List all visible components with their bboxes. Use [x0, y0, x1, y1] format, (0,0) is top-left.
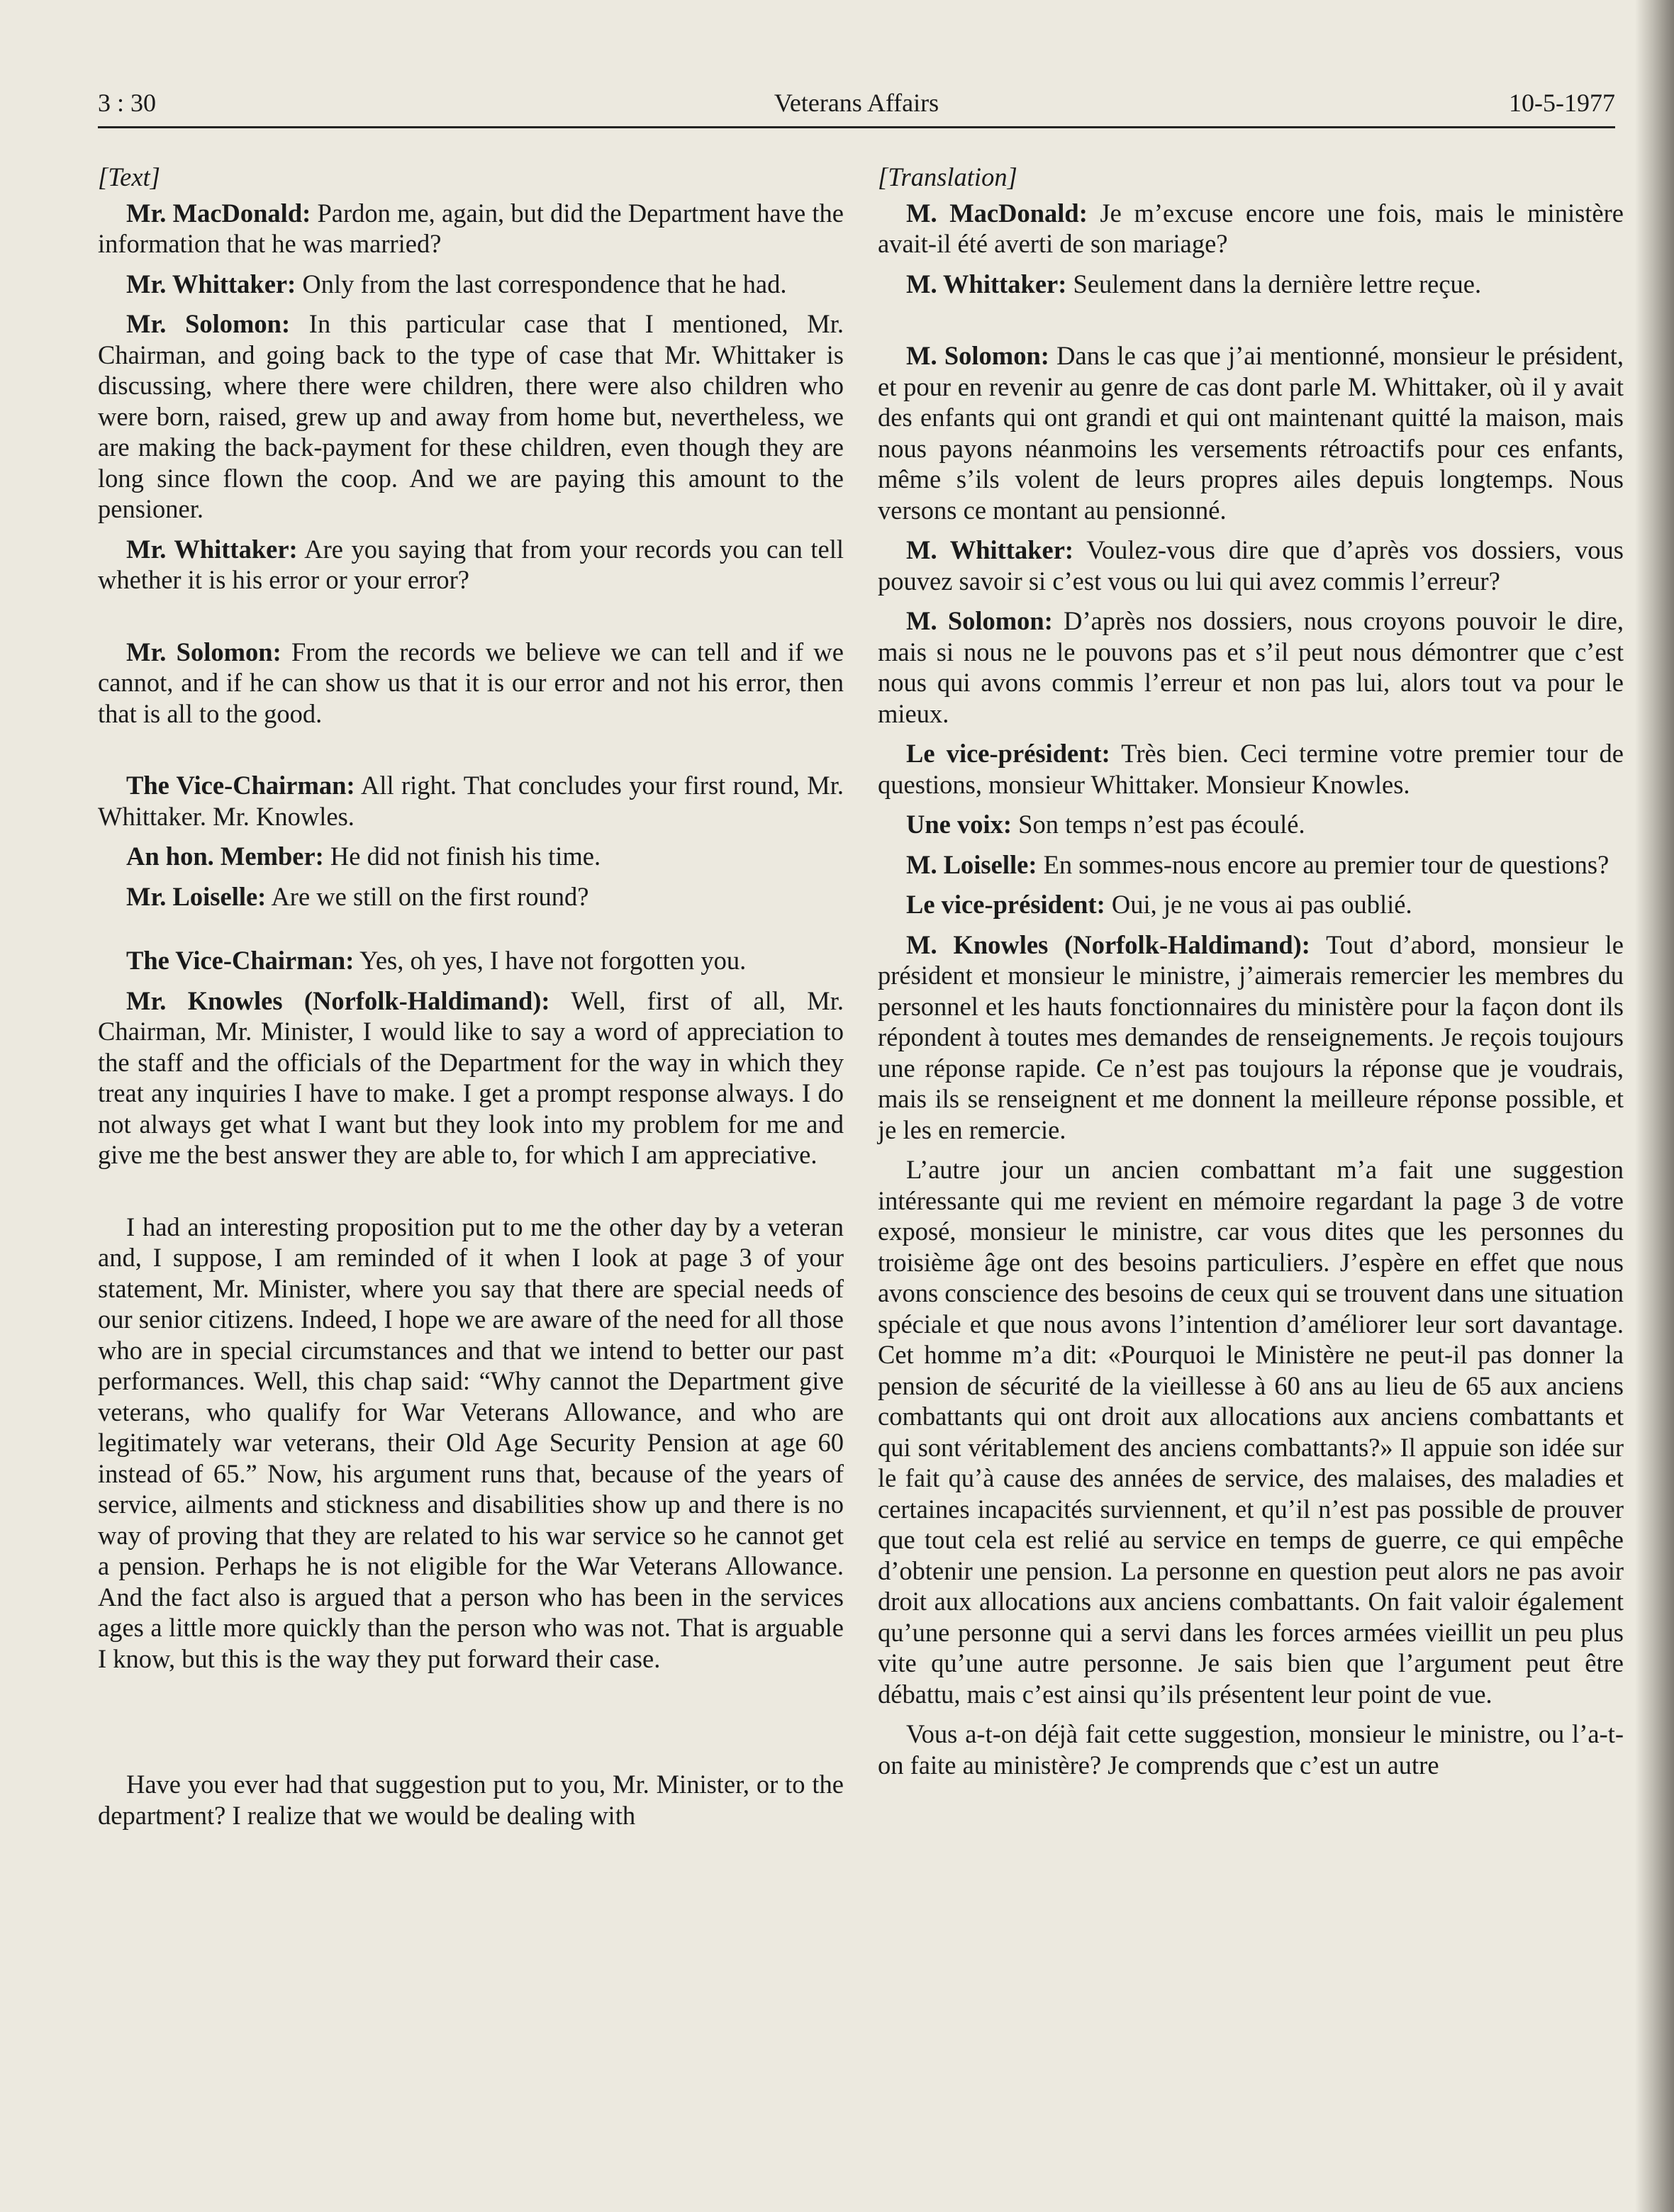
- paragraph-text: From the records we believe we can tell and if we cannot, and if he can show us that it is our error and not his error, then that is all to the good.: [98, 637, 844, 728]
- paragraph: [878, 738, 1624, 800]
- speaker-name: Mr. Whittaker:: [126, 269, 296, 298]
- paragraph: [878, 849, 1624, 881]
- paragraph: [98, 269, 844, 300]
- paragraph: [98, 881, 844, 912]
- running-title: Veterans Affairs: [774, 89, 939, 117]
- speaker-name: M. Solomon:: [906, 606, 1053, 635]
- speaker-name: Mr. Loiselle:: [126, 881, 267, 911]
- speaker-name: M. Knowles (Norfolk-Haldimand):: [906, 929, 1310, 959]
- paragraph-text: Are you saying that from your records you can tell whether it is his error or your error?: [98, 534, 844, 594]
- paragraph-text: I had an interesting proposition put to me the other day by a veteran and, I suppose, I am reminded of it when I look at page 3 of your statement, Mr. Minister, where you say that there are special needs of our senior citizens. Indeed, I hope we are aware of the need for all those who are in special circumstances and that we intend to better our past performances. Well, this chap said: “Why cannot the Department give veterans, who qualify for War Veterans Allowance, and who are legitimately war veterans, their Old Age Security Pension at age 60 instead of 65.” Now, his argument runs that, because of the years of service, ailments and stickness and disabilities show up and there is no way of proving that they are related to his war service so he cannot get a pension. Perhaps he is not eligible for the War Veterans Allowance. And the fact also is argued that a person who has been in the services ages a little more quickly than the person who was not. That is arguable I know, but this is the way they put forward their case.: [98, 1212, 844, 1673]
- paragraph: [878, 535, 1624, 596]
- paragraph-text: Seulement dans la dernière lettre reçue.: [1066, 269, 1482, 298]
- speaker-name: Le vice-président:: [906, 739, 1110, 768]
- english-column: [98, 162, 844, 1831]
- speaker-name: The Vice-Chairman:: [126, 946, 355, 975]
- paragraph: [878, 340, 1624, 525]
- paragraph-text: Son temps n’est pas écoulé.: [1012, 810, 1305, 839]
- paragraph-text: Je m’excuse encore une fois, mais le ministère avait-il été averti de son mariage?: [878, 198, 1624, 258]
- paragraph: [878, 889, 1624, 920]
- speaker-name: M. Whittaker:: [906, 269, 1067, 298]
- paragraph-text: Only from the last correspondence that he had.: [296, 269, 787, 298]
- paragraph: [98, 841, 844, 872]
- paragraph: [98, 534, 844, 596]
- speaker-name: M. MacDonald:: [906, 198, 1088, 228]
- paragraph: [98, 945, 844, 976]
- paragraph: [98, 1769, 844, 1831]
- speaker-name: An hon. Member:: [126, 842, 324, 871]
- speaker-name: Mr. Solomon:: [126, 637, 281, 666]
- header-date: 10-5-1977: [1509, 89, 1615, 117]
- paragraph: [878, 605, 1624, 729]
- paragraph-text: In this particular case that I mentioned, Mr. Chairman, and going back to the type of case that Mr. Whittaker is discussing, where there were children, there were also children who were born, raised, grew up and away from home but, nevertheless, we are making the back-payment for these children, even though they are long since flown the coop. And we are paying this amount to the pensioner.: [98, 309, 844, 523]
- paragraph-text: Dans le cas que j’ai mentionné, monsieur le président, et pour en revenir au genre de cas dont parle M. Whittaker, où il y avait des enfants qui ont grandi et qui ont maintenant quitté la maison, mais nous payons néanmoins les versements rétroactifs pour ces enfants, même s’ils volent de leurs propres ailes depuis longtemps. Nous versons ce montant au pensionné.: [878, 341, 1624, 525]
- speaker-name: M. Whittaker:: [906, 535, 1074, 564]
- paragraph: [878, 269, 1624, 300]
- paragraph: [98, 198, 844, 259]
- paragraph: [878, 809, 1624, 840]
- paragraph-text: Très bien. Ceci termine votre premier tour de questions, monsieur Whittaker. Monsieur Knowles.: [878, 739, 1624, 799]
- paragraph-text: Vous a-t-on déjà fait cette suggestion, monsieur le ministre, ou l’a-t-on faite au ministère? Je comprends que c’est un autre: [878, 1719, 1624, 1780]
- paragraph: [98, 308, 844, 525]
- french-column: [878, 162, 1624, 1780]
- speaker-name: Mr. Whittaker:: [126, 534, 298, 564]
- paragraph: [98, 985, 844, 1171]
- paragraph-text: Yes, oh yes, I have not forgotten you.: [354, 946, 747, 975]
- paragraph: [98, 1212, 844, 1675]
- speaker-name: M. Solomon:: [906, 341, 1049, 370]
- paragraph-text: D’après nos dossiers, nous croyons pouvoir le dire, mais si nous ne le pouvons pas et s’il peut nous démontrer que c’est nous qui avons commis l’erreur et non pas lui, alors tout va pour le mieux.: [878, 606, 1624, 728]
- paragraph: [98, 770, 844, 832]
- paragraph: [878, 1154, 1624, 1709]
- paragraph-text: Oui, je ne vous ai pas oublié.: [1105, 890, 1412, 919]
- speaker-name: Une voix:: [906, 810, 1012, 839]
- paragraph-text: Have you ever had that suggestion put to you, Mr. Minister, or to the department? I realize that we would be dealing with: [98, 1770, 844, 1830]
- speaker-name: M. Loiselle:: [906, 849, 1037, 879]
- paragraph-text: Voulez-vous dire que d’après vos dossiers, vous pouvez savoir si c’est vous ou lui qui avez commis l’erreur?: [878, 535, 1624, 596]
- paragraph: [98, 637, 844, 730]
- paragraph-text: All right. That concludes your first round, Mr. Whittaker. Mr. Knowles.: [98, 771, 844, 831]
- page-edge-shadow: [1635, 0, 1674, 2212]
- speaker-name: The Vice-Chairman:: [126, 771, 355, 800]
- page-header: [98, 84, 1615, 128]
- speaker-name: Le vice-président:: [906, 890, 1105, 919]
- speaker-name: Mr. MacDonald:: [126, 198, 311, 228]
- paragraph-text: Tout d’abord, monsieur le président et monsieur le ministre, j’aimerais remercier les membres du personnel et les hauts fonctionnaires du ministère pour la façon dont ils répondent à toutes mes demandes de renseignements. Je reçois toujours une réponse rapide. Ce n’est pas toujours la réponse que je voudrais, mais ils se renseignent et me donnent la meilleure réponse possible, et je les en remercie.: [878, 929, 1624, 1144]
- paragraph: [878, 198, 1624, 259]
- paragraph-text: En sommes-nous encore au premier tour de questions?: [1037, 849, 1609, 879]
- speaker-name: Mr. Solomon:: [126, 309, 291, 338]
- paragraph-text: Are we still on the first round?: [266, 881, 589, 911]
- paragraph-text: Pardon me, again, but did the Department have the information that he was married?: [98, 198, 844, 258]
- paragraph-text: Well, first of all, Mr. Chairman, Mr. Minister, I would like to say a word of appreciation to the staff and the officials of the Department for the way in which they treat any inquiries I have to make. I get a prompt response always. I do not always get what I want but they look into my problem for me and give me the best answer they are able to, for which I am appreciative.: [98, 985, 844, 1169]
- page-number: 3 : 30: [98, 89, 157, 117]
- paragraph: [878, 929, 1624, 1146]
- column-label: [Translation]: [878, 162, 1017, 191]
- speaker-name: Mr. Knowles (Norfolk-Haldimand):: [126, 985, 550, 1015]
- paragraph-text: He did not finish his time.: [323, 842, 601, 871]
- paragraph: [878, 1719, 1624, 1780]
- column-label: [Text]: [98, 162, 160, 191]
- paragraph-text: L’autre jour un ancien combattant m’a fait une suggestion intéressante qui me revient en mémoire regardant la page 3 de votre exposé, monsieur le ministre, car vous dites que les personnes du troisième âge ont des besoins particuliers. J’espère en effet que nous avons conscience des besoins de ceux qui se trouvent dans une situation spéciale et que nous avons l’intention d’améliorer leur sort davantage. Cet homme m’a dit: «Pourquoi le Ministère ne peut-il pas donner la pension de sécurité de la vieillesse à 60 ans au lieu de 65 aux anciens combattants qui ont droit aux allocations aux anciens combattants et qui sont véritablement des anciens combattants?» Il appuie son idée sur le fait qu’à cause des années de service, des malaises, des maladies et certaines incapacités surviennent, et qu’il n’est pas possible de prouver que tout cela est relié au service en temps de guerre, ce qui empêche d’obtenir une pension. La personne en question peut alors ne pas avoir droit aux allocations aux anciens combattants. On fait valoir également qu’une personne qui a servi dans les forces armées vieillit un peu plus vite qu’une autre personne. Je sais bien que l’argument peut être débattu, mais c’est ainsi qu’ils présentent leur point de vue.: [878, 1155, 1624, 1709]
